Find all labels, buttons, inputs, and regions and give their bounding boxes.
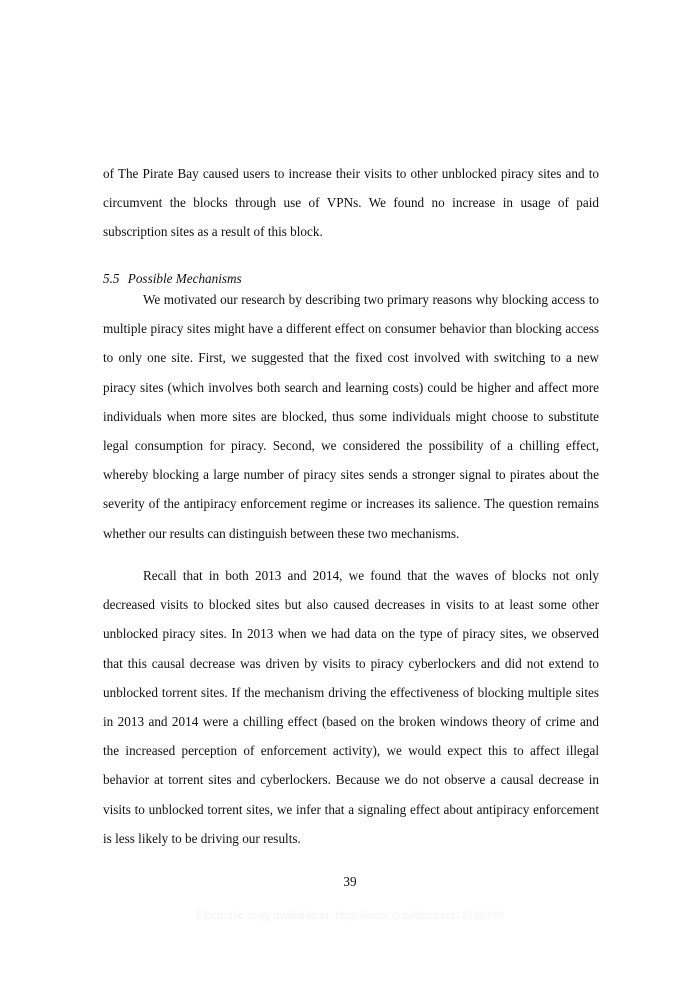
paragraph-mechanisms-intro: We motivated our research by describing two primary reasons why blocking access to multiple piracy sites might have a different effect on consumer behavior than blocking access to only one site. First, we suggested that the fixed cost involved with switching to a new piracy sites (which involves both search and learning costs) could be higher and affect more individuals when more sites are blocked, thus some individuals might choose to substitute legal consumption for piracy. Second, we considered the possibility of a chilling effect, whereby blocking a large number of piracy sites sends a stronger signal to pirates about the severity of the antipiracy enforcement regime or increases its salience. The question remains whether our results can distinguish between these two mechanisms. (103, 292, 599, 541)
page-number: 39 (343, 874, 357, 889)
section-title: Possible Mechanisms (127, 271, 242, 286)
section-number: 5.5 (103, 271, 120, 286)
footer-watermark: Electronic copy available at: https://ssrn.com/abstract=2766795 (195, 910, 505, 922)
paragraph-mechanisms-results: Recall that in both 2013 and 2014, we found that the waves of blocks not only decreased visits to blocked sites but also caused decreases in visits to at least some other unblocked piracy sites. In 2013 when we had data on the type of piracy sites, we observed that this causal decrease was driven by visits to piracy cyberlockers and did not extend to unblocked torrent sites. If the mechanism driving the effectiveness of blocking multiple sites in 2013 and 2014 were a chilling effect (based on the broken windows theory of crime and the increased perception of enforcement activity), we would expect this to affect illegal behavior at torrent sites and cyberlockers. Because we do not observe a causal decrease in visits to unblocked torrent sites, we infer that a signaling effect about antipiracy enforcement is less likely to be driving our results. (103, 568, 599, 846)
paragraph-continuation: of The Pirate Bay caused users to increase their visits to other unblocked piracy sites and to circumvent the blocks through use of VPNs. We found no increase in usage of paid subscription sites as a result of this block. (103, 166, 599, 240)
